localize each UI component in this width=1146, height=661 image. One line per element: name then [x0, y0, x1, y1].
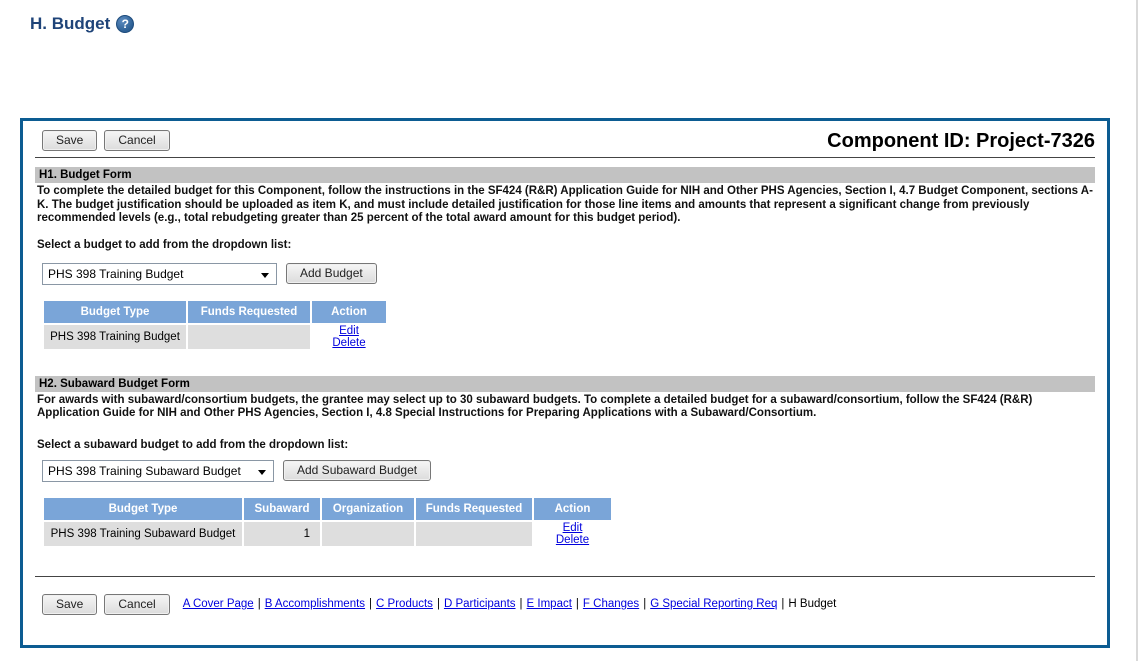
cancel-button-top[interactable]: Cancel	[104, 130, 169, 151]
nav-link-a-cover-page[interactable]: A Cover Page	[182, 598, 254, 610]
header-subaward: Subaward	[243, 497, 321, 521]
nav-separator: |	[519, 598, 523, 610]
edit-link[interactable]: Edit	[339, 324, 359, 337]
add-subaward-budget-button[interactable]: Add Subaward Budget	[283, 460, 431, 481]
page-header	[30, 14, 134, 34]
window-edge-line	[1136, 0, 1138, 661]
nav-link-c-products[interactable]: C Products	[376, 598, 433, 610]
nav-separator: |	[643, 598, 647, 610]
nav-link-d-participants[interactable]: D Participants	[443, 598, 516, 610]
budget-table	[42, 299, 388, 351]
section-h1-description: To complete the detailed budget for this Component, follow the instructions in the SF424 (R&R) Application Guide for NIH and Other PHS Agencies, Section I, 4.7 Budget Component, sections A-K. The budget justification should be uploaded as item K, and must include detailed justification for those line items and amounts that represent a significant change from previously recommended levels (e.g., total rebudgeting greater than 25 percent of the total award amount for this budget period).	[37, 185, 1093, 224]
subaward-table-row	[43, 521, 612, 547]
section-h2-heading: H2. Subaward Budget Form	[35, 376, 1095, 392]
subaward-dropdown-value: PHS 398 Training Subaward Budget	[48, 463, 241, 478]
header-action: Action	[533, 497, 612, 521]
header-budget-type: Budget Type	[43, 300, 187, 324]
nav-separator: |	[369, 598, 373, 610]
delete-link[interactable]: Delete	[332, 336, 366, 349]
footer-divider	[35, 576, 1095, 577]
header-funds-requested: Funds Requested	[415, 497, 533, 521]
action-cell	[533, 521, 612, 547]
budget-table-header-row	[43, 300, 387, 324]
budget-select-label: Select a budget to add from the dropdown list:	[37, 238, 292, 251]
chevron-down-icon	[261, 273, 269, 278]
subaward-budget-table	[42, 496, 613, 548]
funds-requested-cell	[415, 521, 533, 547]
help-icon[interactable]: ?	[116, 15, 134, 33]
budget-table-row	[43, 324, 387, 350]
edit-link[interactable]: Edit	[562, 521, 583, 534]
section-h1-heading: H1. Budget Form	[35, 167, 1095, 183]
budget-type-cell: PHS 398 Training Subaward Budget	[43, 521, 243, 547]
header-budget-type: Budget Type	[43, 497, 243, 521]
header-funds-requested: Funds Requested	[187, 300, 311, 324]
header-organization: Organization	[321, 497, 415, 521]
nav-separator: |	[575, 598, 579, 610]
cancel-button-bottom[interactable]: Cancel	[104, 594, 169, 615]
subaward-cell: 1	[243, 521, 321, 547]
nav-separator: |	[257, 598, 261, 610]
funds-requested-cell	[187, 324, 311, 350]
top-toolbar	[35, 130, 1095, 152]
nav-link-e-impact[interactable]: E Impact	[526, 598, 572, 610]
subaward-table-header-row	[43, 497, 612, 521]
save-button-bottom[interactable]: Save	[42, 594, 97, 615]
save-button-top[interactable]: Save	[42, 130, 97, 151]
add-budget-button[interactable]: Add Budget	[286, 263, 377, 284]
budget-dropdown-value: PHS 398 Training Budget	[48, 266, 184, 281]
budget-dropdown[interactable]	[42, 263, 277, 285]
organization-cell	[321, 521, 415, 547]
subaward-select-label: Select a subaward budget to add from the dropdown list:	[37, 438, 349, 451]
nav-current-h-budget: H Budget	[788, 598, 837, 610]
toolbar-divider	[35, 157, 1095, 158]
component-id: Component ID: Project-7326	[827, 130, 1095, 152]
nav-separator: |	[436, 598, 440, 610]
nav-link-b-accomplishments[interactable]: B Accomplishments	[264, 598, 366, 610]
subaward-dropdown[interactable]	[42, 460, 274, 482]
delete-link[interactable]: Delete	[555, 533, 590, 546]
header-action: Action	[311, 300, 387, 324]
budget-panel	[20, 118, 1110, 648]
budget-controls	[35, 263, 1095, 285]
footer-toolbar	[35, 594, 1095, 615]
section-nav-links	[183, 598, 837, 610]
subaward-controls	[35, 460, 1095, 482]
chevron-down-icon	[258, 470, 266, 475]
budget-type-cell: PHS 398 Training Budget	[43, 324, 187, 350]
nav-link-f-changes[interactable]: F Changes	[582, 598, 640, 610]
nav-separator: |	[781, 598, 785, 610]
section-h2-description: For awards with subaward/consortium budgets, the grantee may select up to 30 subaward budgets. To complete a detailed budget for a subaward/consortium, follow the SF424 (R&R) Application Guide for NIH and Other PHS Agencies, Section I, 4.8 Special Instructions for Preparing Applications with a Subaward/Consortium.	[37, 393, 1033, 419]
action-cell	[311, 324, 387, 350]
nav-link-g-special-reporting-req[interactable]: G Special Reporting Req	[650, 598, 778, 610]
page-title: H. Budget	[30, 14, 111, 33]
